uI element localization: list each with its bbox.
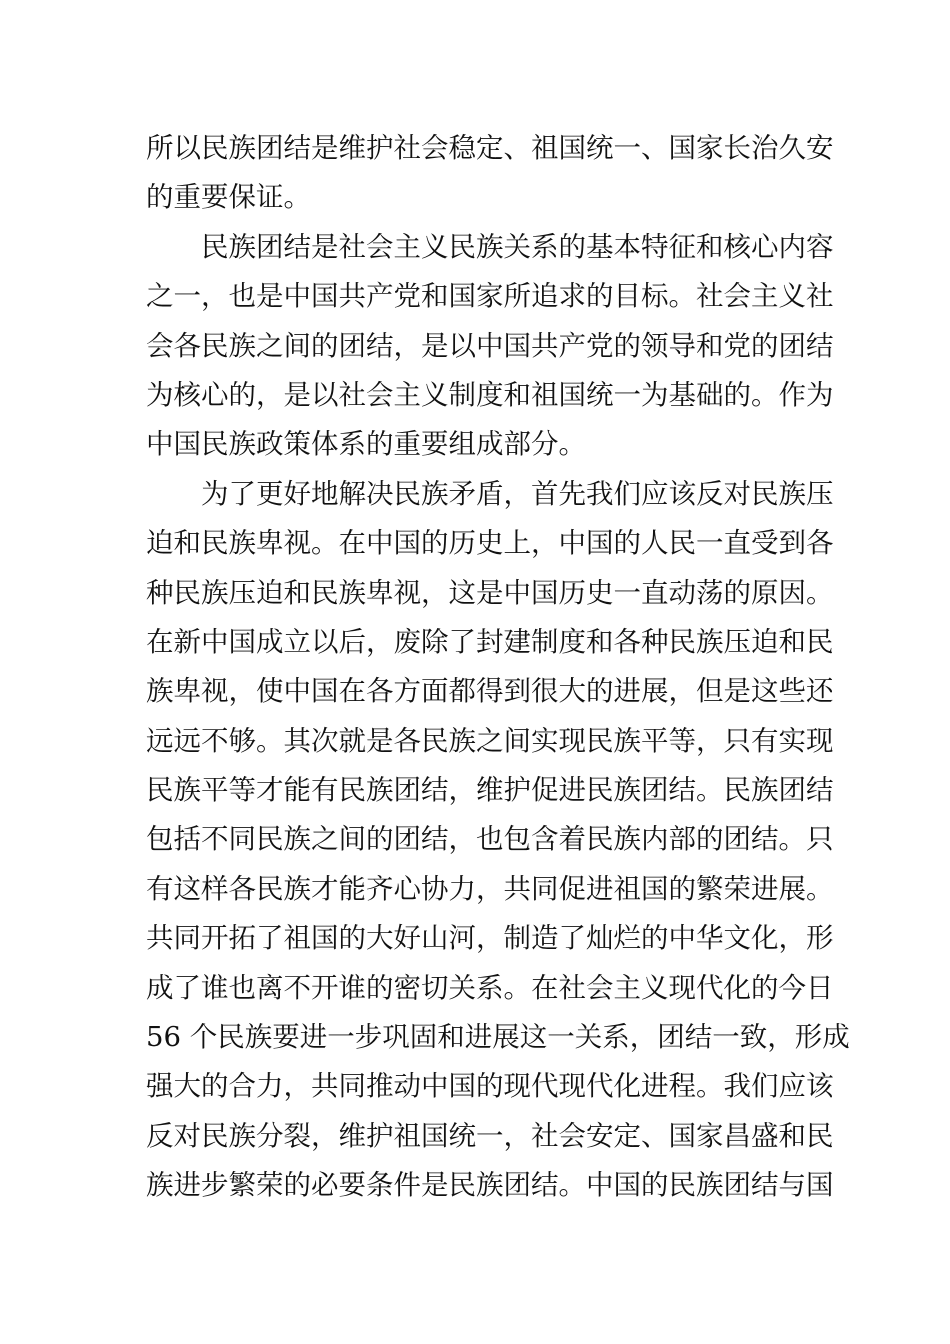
text-line: 成了谁也离不开谁的密切关系。在社会主义现代化的今日 [146, 971, 834, 1004]
text-line: 强大的合力，共同推动中国的现代现代化进程。我们应该 [146, 1070, 834, 1103]
text-line: 种民族压迫和民族卑视，这是中国历史一直动荡的原因。 [146, 576, 834, 609]
text-line: 会各民族之间的团结，是以中国共产党的领导和党的团结 [146, 329, 834, 362]
text-line: 56 个民族要进一步巩固和进展这一关系，团结一致，形成 [146, 1021, 850, 1054]
text-line: 包括不同民族之间的团结，也包含着民族内部的团结。只 [146, 823, 834, 856]
text-line: 族卑视，使中国在各方面都得到很大的进展，但是这些还 [146, 675, 834, 708]
text-line: 迫和民族卑视。在中国的历史上，中国的人民一直受到各 [146, 527, 834, 560]
text-line: 民族平等才能有民族团结，维护促进民族团结。民族团结 [146, 774, 834, 807]
text-line: 反对民族分裂，维护祖国统一，社会安定、国家昌盛和民 [146, 1119, 834, 1152]
text-line: 在新中国成立以后，废除了封建制度和各种民族压迫和民 [146, 625, 834, 658]
paragraph-first-line: 为了更好地解决民族矛盾，首先我们应该反对民族压 [201, 477, 834, 510]
text-line: 之一，也是中国共产党和国家所追求的目标。社会主义社 [146, 280, 834, 313]
text-line: 族进步繁荣的必要条件是民族团结。中国的民族团结与国 [146, 1169, 834, 1202]
text-line: 远远不够。其次就是各民族之间实现民族平等，只有实现 [146, 724, 834, 757]
paragraph-first-line: 民族团结是社会主义民族关系的基本特征和核心内容 [201, 230, 834, 263]
text-line: 为核心的，是以社会主义制度和祖国统一为基础的。作为 [146, 378, 834, 411]
text-line: 的重要保证。 [146, 181, 311, 214]
text-line: 有这样各民族才能齐心协力，共同促进祖国的繁荣进展。 [146, 872, 834, 905]
text-line: 所以民族团结是维护社会稳定、祖国统一、国家长治久安 [146, 132, 834, 164]
body-text [146, 124, 850, 1211]
text-line: 共同开拓了祖国的大好山河，制造了灿烂的中华文化，形 [146, 922, 834, 955]
text-line: 中国民族政策体系的重要组成部分。 [146, 428, 586, 461]
